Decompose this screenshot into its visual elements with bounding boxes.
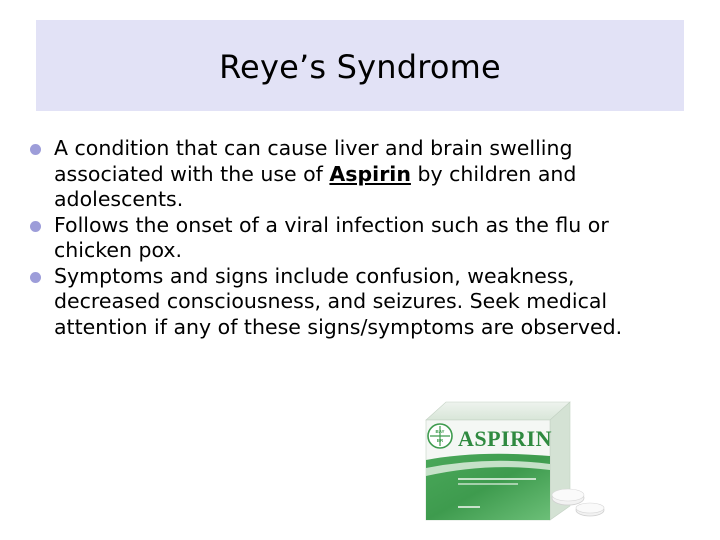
small-print <box>458 478 536 480</box>
bullet-item <box>54 264 654 341</box>
bayer-logo-icon <box>428 424 452 448</box>
title-band <box>36 20 684 111</box>
svg-text:ER: ER <box>436 438 444 443</box>
tablet-icon <box>576 503 604 513</box>
bullet-dot-icon <box>30 272 41 283</box>
tablet-icon <box>552 489 584 501</box>
box-top <box>426 402 570 420</box>
svg-text:BAY: BAY <box>435 429 445 434</box>
bullet-text: by children and adolescents. <box>54 161 577 211</box>
slide-title: Reye’s Syndrome <box>219 48 501 86</box>
small-print <box>458 506 480 508</box>
brand-wordmark: ASPIRIN <box>458 426 552 451</box>
small-print <box>458 483 518 485</box>
bullet-text: A condition that can cause liver and brain swelling associated with the use of <box>54 136 573 186</box>
bullet-list <box>54 136 654 340</box>
bullet-text: Symptoms and signs include confusion, weakness, decreased consciousness, and seizures. Seek medical attention if any of these signs/symptoms are observed. <box>54 263 623 339</box>
bullet-item <box>54 136 654 213</box>
bullet-dot-icon <box>30 221 41 232</box>
bullet-text: Follows the onset of a viral infection such as the flu or chicken pox. <box>54 212 609 262</box>
aspirin-package-image <box>418 398 606 532</box>
aspirin-link[interactable]: Aspirin <box>329 161 411 186</box>
bullet-item <box>54 213 654 264</box>
bullet-dot-icon <box>30 144 41 155</box>
